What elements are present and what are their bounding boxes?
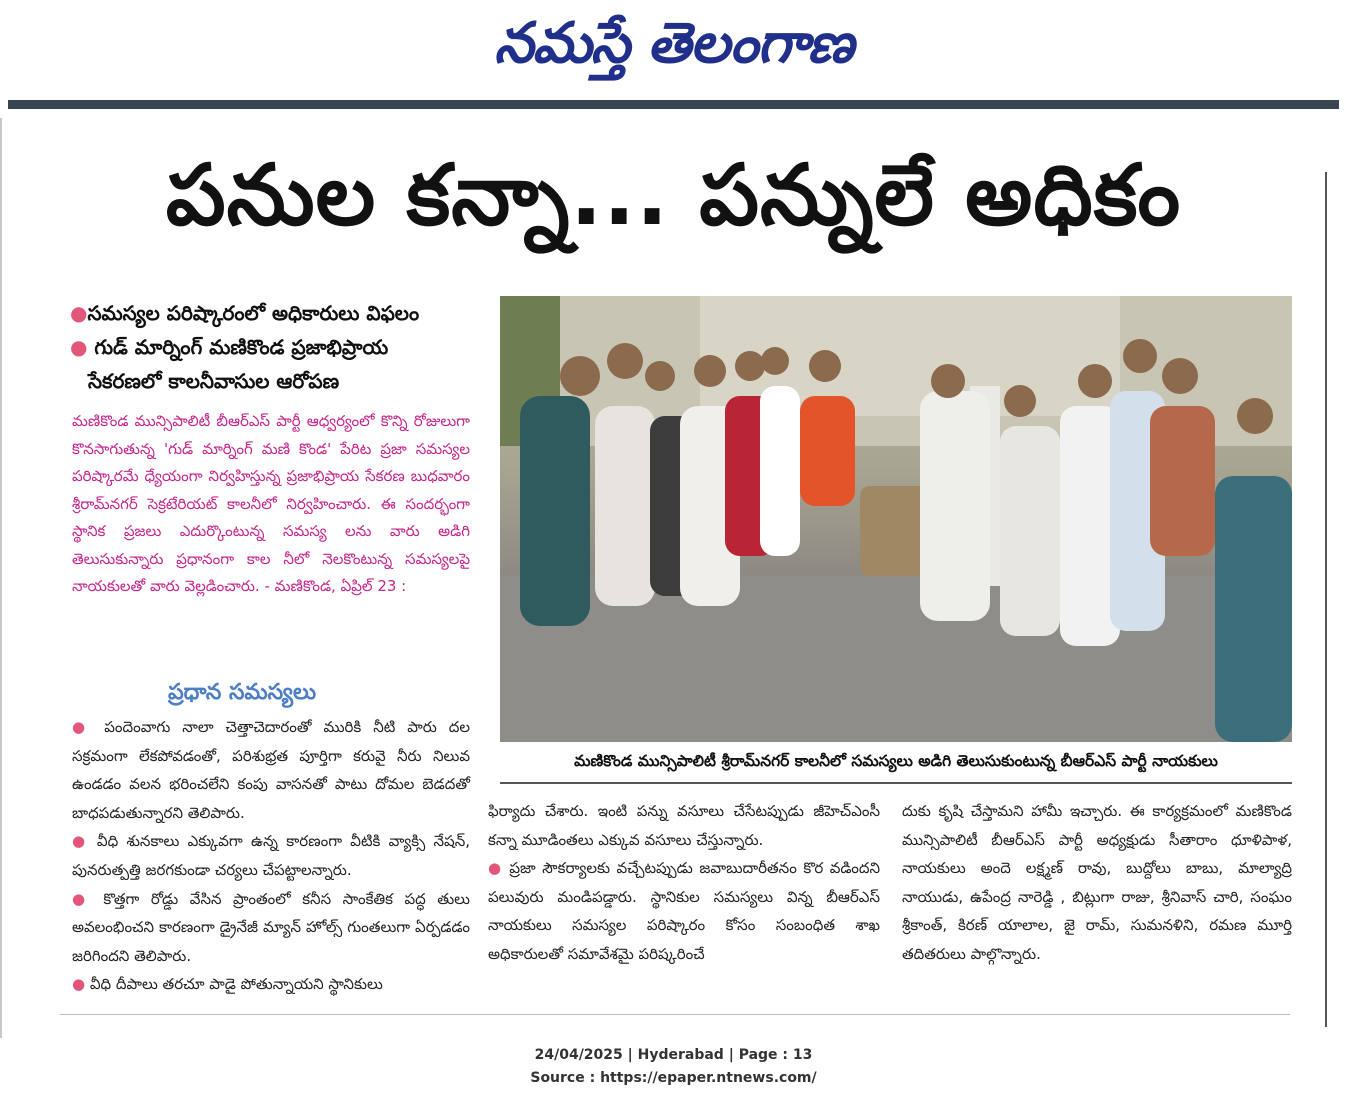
summary-point-continuation: సేకరణలో కాలనీవాసుల ఆరోపణ	[88, 369, 340, 393]
photo-caption: మణికొండ మున్సిపాలిటీ శ్రీరామ్‌నగర్ కాలనీలో సమస్యలు అడిగి తెలుసుకుంటున్న బీఆర్ఎస్ పార్టీ నాయకులు	[574, 752, 1218, 770]
issue-text: పందెంవాగు నాలా చెత్తాచెదారంతో మురికి నీటి పారు దల సక్రమంగా లేకపోవడంతో, పరిశుభ్రత పూర్తిగా కరువై నీరు నిలువ ఉండడం వలన భరించలేని కంపు వాసనతో పాటు దోమల బెడదతో బాధపడుతున్నారని తెలిపారు.	[72, 718, 470, 822]
issue-text: వీధి దీపాలు తరచూ పాడై పోతున్నాయని స్థానికులు	[89, 975, 383, 994]
issue-text: కొత్తగా రోడ్డు వేసిన ప్రాంతంలో కనీస సాంకేతిక పద్ధ తులు అవలంభించని కారణంగా డ్రైనేజీ మ్యాన్ హోల్స్ గుంతలుగా ఏర్పడడం జరిగిందని తెలిపారు.	[72, 889, 470, 965]
bullet-icon: ●	[72, 889, 104, 908]
page-edge-left	[0, 118, 2, 1038]
photo-illustration	[500, 296, 1292, 742]
issue-text: వీధి శునకాలు ఎక్కువగా ఉన్న కారణంగా వీటికి వ్యాక్సి నేషన్, పునరుత్పత్తి జరగకుండా చర్యలు చేపట్టాలన్నారు.	[72, 832, 470, 879]
bullet-icon: ●	[72, 975, 90, 994]
issue-item	[488, 854, 880, 968]
issue-item	[72, 713, 470, 827]
issue-item	[72, 970, 470, 999]
summary-point	[70, 296, 470, 330]
article-intro: మణికొండ మున్సిపాలిటీ బీఆర్ఎస్ పార్టీ ఆధ్వర్యంలో కొన్ని రోజులుగా కొనసాగుతున్న 'గుడ్ మార్నింగ్ మణి కొండ' పేరిట ప్రజా సమస్యల పరిష్కారమే ధ్యేయంగా నిర్వహిస్తున్న ప్రజాభిప్రాయ సేకరణ బుధవారం శ్రీరామ్‌నగర్ సెక్రటేరియట్ కాలనీలో నిర్వహించారు. ఈ సందర్భంగా స్థానిక ప్రజలు ఎదుర్కొంటున్న సమస్య లను వారు అడిగి తెలుసుకున్నారు ప్రధానంగా కాల నీలో నెలకొంటున్న సమస్యలపై నాయకులతో వారు వెల్లడించారు. - మణికొండ, ఏప్రిల్ 23 :	[72, 412, 470, 595]
masthead	[0, 0, 1347, 100]
issue-text: ప్రజా సౌకర్యాలకు వచ్చేటప్పుడు జవాబుదారీతనం కొర వడిందని పలువురు మండిపడ్డారు. స్థానికుల సమస్యలు విన్న బీఆర్ఎస్ నాయకులు సమస్యల పరిష్కారం కోసం సంబంధిత శాఖ అధికారులతో సమావేశమై పరిష్కరించే	[488, 859, 881, 963]
bullet-icon: ●	[72, 718, 105, 736]
footer-source: Source : https://epaper.ntnews.com/	[530, 1070, 817, 1086]
article-headline: పనుల కన్నా... పన్నులే అధికం	[165, 146, 1182, 244]
newspaper-logo: నమస్తే తెలంగాణ	[494, 11, 853, 76]
summary-point-text: గుడ్ మార్నింగ్ మణికొండ ప్రజాభిప్రాయ	[94, 335, 389, 359]
footer-dateline: 24/04/2025 | Hyderabad | Page : 13	[534, 1047, 813, 1063]
column-rule-right	[1325, 172, 1327, 1027]
section-subhead: ప్రధాన సమస్యలు	[168, 680, 317, 705]
article-photo	[500, 296, 1292, 742]
bullet-icon: ●	[70, 301, 88, 325]
bottom-divider	[60, 1014, 1290, 1015]
masthead-divider	[8, 100, 1339, 109]
bullet-icon: ●	[488, 859, 510, 878]
issue-item	[72, 827, 470, 884]
article-column-2	[488, 797, 880, 969]
summary-point	[70, 330, 470, 364]
bullet-icon: ●	[72, 832, 97, 851]
bullet-icon: ●	[70, 335, 88, 359]
article-column-3: దుకు కృషి చేస్తామని హామీ ఇచ్చారు. ఈ కార్యక్రమంలో మణికొండ మున్సిపాలిటీ బీఆర్ఎస్ పార్టీ అధ్యక్షుడు సీతారాం ధూళిపాళ, నాయకులు అందె లక్ష్మణ్ రావు, బుద్దోలు బాబు, మాల్యాద్రి నాయుడు, ఉపేంద్ర నారెడ్డి , బిట్లుగా రాజు, శ్రీనివాస్ చారి, సంఘం శ్రీకాంత్, కిరణ్ యాలాల, జై రామ్, సుమనళిని, రమణ మూర్తి తదితరులు పాల్గొన్నారు.	[902, 802, 1292, 963]
article-column-1	[72, 713, 470, 999]
summary-points	[70, 296, 470, 398]
paragraph: ఫిర్యాదు చేశారు. ఇంటి పన్ను వసూలు చేసేటప్పుడు జీహెచ్ఎంసీ కన్నా మూడింతలు ఎక్కువ వసూలు చేస్తున్నారు.	[488, 802, 880, 849]
summary-point-text: సమస్యల పరిష్కారంలో అధికారులు విఫలం	[87, 301, 420, 325]
issue-item	[72, 885, 470, 971]
caption-divider	[500, 782, 1292, 784]
